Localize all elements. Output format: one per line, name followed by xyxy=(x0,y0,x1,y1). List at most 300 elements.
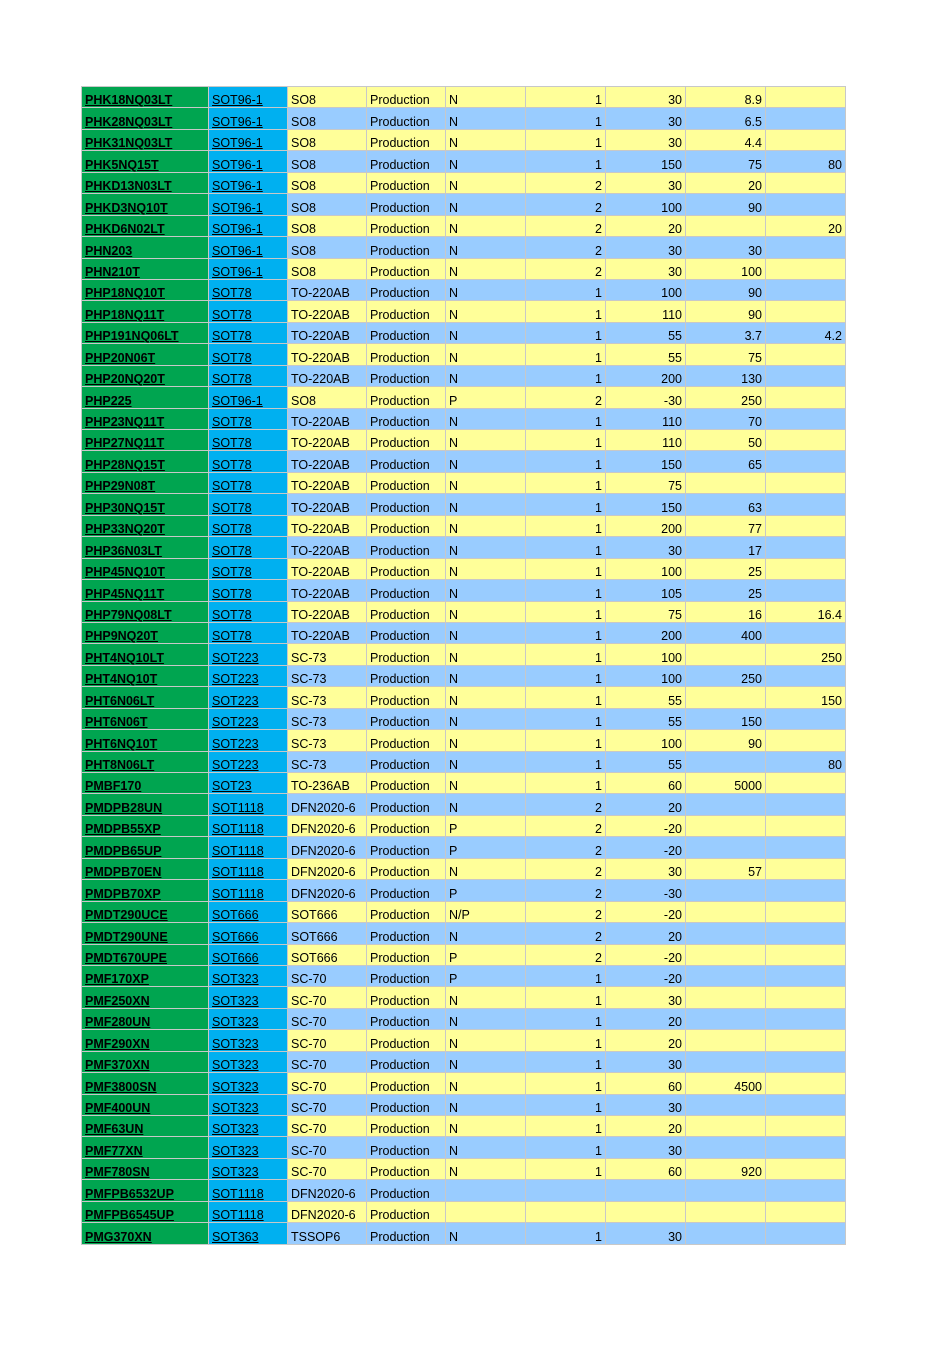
outline-cell[interactable]: SOT96-1 xyxy=(209,237,288,258)
outline-cell[interactable]: SOT1118 xyxy=(209,1180,288,1201)
package-cell: SO8 xyxy=(288,108,367,129)
outline-cell[interactable]: SOT78 xyxy=(209,601,288,622)
rds-alt-cell xyxy=(766,622,846,643)
rds-alt-cell xyxy=(766,665,846,686)
config-cell: 1 xyxy=(526,1030,606,1051)
part-number-cell[interactable]: PMF63UN xyxy=(82,1116,209,1137)
rds-alt-cell xyxy=(766,944,846,965)
status-cell: Production xyxy=(367,1030,446,1051)
status-cell: Production xyxy=(367,708,446,729)
table-row xyxy=(82,301,846,322)
status-cell: Production xyxy=(367,622,446,643)
outline-cell[interactable]: SOT78 xyxy=(209,279,288,300)
config-cell: 1 xyxy=(526,987,606,1008)
channel-cell: N xyxy=(446,1073,526,1094)
table-body xyxy=(82,87,846,1245)
part-number-cell[interactable]: PMF780SN xyxy=(82,1158,209,1179)
part-number-cell[interactable]: PHP18NQ11T xyxy=(82,301,209,322)
status-cell: Production xyxy=(367,644,446,665)
part-number-cell[interactable]: PHK18NQ03LT xyxy=(82,87,209,108)
table-row xyxy=(82,1180,846,1201)
status-cell: Production xyxy=(367,794,446,815)
status-cell: Production xyxy=(367,344,446,365)
table-row xyxy=(82,451,846,472)
rds-alt-cell xyxy=(766,901,846,922)
part-number-cell[interactable]: PHKD3NQ10T xyxy=(82,194,209,215)
config-cell: 1 xyxy=(526,1008,606,1029)
outline-cell[interactable]: SOT323 xyxy=(209,987,288,1008)
rds-cell: 57 xyxy=(686,858,766,879)
table-row xyxy=(82,537,846,558)
rds-cell xyxy=(686,944,766,965)
outline-cell[interactable]: SOT96-1 xyxy=(209,215,288,236)
status-cell: Production xyxy=(367,558,446,579)
status-cell: Production xyxy=(367,858,446,879)
part-number-cell[interactable]: PMDPB55XP xyxy=(82,815,209,836)
part-number-cell[interactable]: PMF77XN xyxy=(82,1137,209,1158)
vds-cell: 30 xyxy=(606,87,686,108)
part-number-cell[interactable]: PHT4NQ10LT xyxy=(82,644,209,665)
rds-cell xyxy=(686,1008,766,1029)
table-row xyxy=(82,430,846,451)
config-cell: 1 xyxy=(526,408,606,429)
part-number-cell[interactable]: PMDPB65UP xyxy=(82,837,209,858)
outline-cell[interactable]: SOT666 xyxy=(209,901,288,922)
package-cell: SC-73 xyxy=(288,665,367,686)
part-number-cell[interactable]: PHK28NQ03LT xyxy=(82,108,209,129)
outline-cell[interactable]: SOT363 xyxy=(209,1223,288,1244)
part-number-cell[interactable]: PHP23NQ11T xyxy=(82,408,209,429)
part-number-cell[interactable]: PHP79NQ08LT xyxy=(82,601,209,622)
part-number-cell[interactable]: PMDT670UPE xyxy=(82,944,209,965)
part-number-cell[interactable]: PMFPB6545UP xyxy=(82,1201,209,1222)
part-number-cell[interactable]: PMFPB6532UP xyxy=(82,1180,209,1201)
status-cell: Production xyxy=(367,237,446,258)
vds-cell: -20 xyxy=(606,837,686,858)
vds-cell: 20 xyxy=(606,923,686,944)
table-row xyxy=(82,108,846,129)
outline-cell[interactable]: SOT666 xyxy=(209,923,288,944)
rds-alt-cell xyxy=(766,451,846,472)
package-cell: SO8 xyxy=(288,151,367,172)
package-cell: SO8 xyxy=(288,215,367,236)
status-cell: Production xyxy=(367,451,446,472)
rds-alt-cell xyxy=(766,1223,846,1244)
config-cell: 1 xyxy=(526,151,606,172)
channel-cell xyxy=(446,1201,526,1222)
channel-cell: N xyxy=(446,708,526,729)
part-number-cell[interactable]: PHN210T xyxy=(82,258,209,279)
part-number-cell[interactable]: PHT6N06LT xyxy=(82,687,209,708)
rds-cell: 250 xyxy=(686,387,766,408)
table-row xyxy=(82,1201,846,1222)
outline-cell[interactable]: SOT78 xyxy=(209,430,288,451)
rds-cell: 75 xyxy=(686,151,766,172)
table-row xyxy=(82,751,846,772)
channel-cell: N xyxy=(446,258,526,279)
vds-cell: 20 xyxy=(606,1008,686,1029)
status-cell: Production xyxy=(367,515,446,536)
outline-cell[interactable]: SOT323 xyxy=(209,965,288,986)
vds-cell: 110 xyxy=(606,301,686,322)
status-cell: Production xyxy=(367,687,446,708)
status-cell: Production xyxy=(367,365,446,386)
rds-cell: 250 xyxy=(686,665,766,686)
outline-cell[interactable]: SOT323 xyxy=(209,1051,288,1072)
part-number-cell[interactable]: PHP20N06T xyxy=(82,344,209,365)
rds-cell: 4.4 xyxy=(686,129,766,150)
table-row xyxy=(82,1137,846,1158)
part-number-cell[interactable]: PMDT290UNE xyxy=(82,923,209,944)
part-number-cell[interactable]: PHP27NQ11T xyxy=(82,430,209,451)
part-number-cell[interactable]: PHP33NQ20T xyxy=(82,515,209,536)
package-cell: SC-70 xyxy=(288,987,367,1008)
outline-cell[interactable]: SOT78 xyxy=(209,622,288,643)
part-number-cell[interactable]: PHP36N03LT xyxy=(82,537,209,558)
rds-cell: 50 xyxy=(686,430,766,451)
outline-cell[interactable]: SOT96-1 xyxy=(209,172,288,193)
outline-cell[interactable]: SOT323 xyxy=(209,1008,288,1029)
vds-cell: 30 xyxy=(606,537,686,558)
status-cell: Production xyxy=(367,87,446,108)
config-cell: 1 xyxy=(526,687,606,708)
status-cell: Production xyxy=(367,923,446,944)
rds-alt-cell xyxy=(766,794,846,815)
channel-cell: N xyxy=(446,1051,526,1072)
table-row xyxy=(82,1158,846,1179)
rds-cell xyxy=(686,751,766,772)
part-number-cell[interactable]: PHP225 xyxy=(82,387,209,408)
rds-cell: 25 xyxy=(686,580,766,601)
part-number-cell[interactable]: PMF290XN xyxy=(82,1030,209,1051)
package-cell: DFN2020-6 xyxy=(288,880,367,901)
outline-cell[interactable]: SOT96-1 xyxy=(209,129,288,150)
package-cell: SC-70 xyxy=(288,1008,367,1029)
rds-cell xyxy=(686,1030,766,1051)
channel-cell: N xyxy=(446,987,526,1008)
outline-cell[interactable]: SOT23 xyxy=(209,773,288,794)
channel-cell: N xyxy=(446,1094,526,1115)
table-row xyxy=(82,687,846,708)
channel-cell xyxy=(446,1180,526,1201)
outline-cell[interactable]: SOT78 xyxy=(209,408,288,429)
outline-cell[interactable]: SOT1118 xyxy=(209,1201,288,1222)
part-number-cell[interactable]: PHK5NQ15T xyxy=(82,151,209,172)
outline-cell[interactable]: SOT78 xyxy=(209,344,288,365)
part-number-cell[interactable]: PMDT290UCE xyxy=(82,901,209,922)
vds-cell: 30 xyxy=(606,1094,686,1115)
package-cell: SC-73 xyxy=(288,730,367,751)
channel-cell: P xyxy=(446,837,526,858)
package-cell: DFN2020-6 xyxy=(288,794,367,815)
outline-cell[interactable]: SOT78 xyxy=(209,301,288,322)
rds-alt-cell xyxy=(766,1073,846,1094)
part-number-cell[interactable]: PMF250XN xyxy=(82,987,209,1008)
table-row xyxy=(82,408,846,429)
outline-cell[interactable]: SOT78 xyxy=(209,494,288,515)
package-cell: SO8 xyxy=(288,194,367,215)
config-cell: 1 xyxy=(526,365,606,386)
part-number-cell[interactable]: PMF170XP xyxy=(82,965,209,986)
part-number-cell[interactable]: PHN203 xyxy=(82,237,209,258)
rds-cell: 65 xyxy=(686,451,766,472)
channel-cell: N xyxy=(446,430,526,451)
outline-cell[interactable]: SOT96-1 xyxy=(209,151,288,172)
vds-cell: 75 xyxy=(606,472,686,493)
rds-cell: 17 xyxy=(686,537,766,558)
vds-cell: -20 xyxy=(606,815,686,836)
rds-cell: 8.9 xyxy=(686,87,766,108)
table-row xyxy=(82,558,846,579)
package-cell: SC-73 xyxy=(288,687,367,708)
part-number-cell[interactable]: PHT6NQ10T xyxy=(82,730,209,751)
part-number-cell[interactable]: PMG370XN xyxy=(82,1223,209,1244)
vds-cell: 100 xyxy=(606,279,686,300)
part-number-cell[interactable]: PMF370XN xyxy=(82,1051,209,1072)
package-cell: DFN2020-6 xyxy=(288,1180,367,1201)
outline-cell[interactable]: SOT223 xyxy=(209,751,288,772)
rds-alt-cell: 80 xyxy=(766,151,846,172)
part-number-cell[interactable]: PMF280UN xyxy=(82,1008,209,1029)
rds-alt-cell xyxy=(766,815,846,836)
vds-cell: -20 xyxy=(606,965,686,986)
rds-alt-cell xyxy=(766,1008,846,1029)
config-cell: 1 xyxy=(526,344,606,365)
rds-alt-cell xyxy=(766,129,846,150)
status-cell: Production xyxy=(367,215,446,236)
outline-cell[interactable]: SOT1118 xyxy=(209,880,288,901)
config-cell: 1 xyxy=(526,730,606,751)
config-cell: 1 xyxy=(526,965,606,986)
table-row xyxy=(82,923,846,944)
table-row xyxy=(82,773,846,794)
outline-cell[interactable]: SOT78 xyxy=(209,580,288,601)
table-row xyxy=(82,622,846,643)
status-cell: Production xyxy=(367,494,446,515)
part-number-cell[interactable]: PMF3800SN xyxy=(82,1073,209,1094)
part-number-cell[interactable]: PHKD6N02LT xyxy=(82,215,209,236)
status-cell: Production xyxy=(367,279,446,300)
rds-alt-cell xyxy=(766,387,846,408)
channel-cell: N xyxy=(446,622,526,643)
config-cell: 1 xyxy=(526,301,606,322)
rds-cell xyxy=(686,837,766,858)
vds-cell: 30 xyxy=(606,258,686,279)
status-cell: Production xyxy=(367,1116,446,1137)
config-cell: 2 xyxy=(526,237,606,258)
part-number-cell[interactable]: PHP9NQ20T xyxy=(82,622,209,643)
vds-cell: 30 xyxy=(606,858,686,879)
part-number-cell[interactable]: PHP18NQ10T xyxy=(82,279,209,300)
channel-cell: N xyxy=(446,87,526,108)
part-number-cell[interactable]: PMDPB70XP xyxy=(82,880,209,901)
status-cell: Production xyxy=(367,601,446,622)
config-cell: 1 xyxy=(526,1094,606,1115)
vds-cell: 200 xyxy=(606,515,686,536)
package-cell: TO-220AB xyxy=(288,601,367,622)
outline-cell[interactable]: SOT78 xyxy=(209,451,288,472)
table-row xyxy=(82,365,846,386)
rds-alt-cell xyxy=(766,987,846,1008)
package-cell: SOT666 xyxy=(288,901,367,922)
rds-cell xyxy=(686,1137,766,1158)
outline-cell[interactable]: SOT223 xyxy=(209,687,288,708)
channel-cell: N xyxy=(446,451,526,472)
rds-cell: 150 xyxy=(686,708,766,729)
outline-cell[interactable]: SOT666 xyxy=(209,944,288,965)
part-number-cell[interactable]: PHP45NQ10T xyxy=(82,558,209,579)
outline-cell[interactable]: SOT1118 xyxy=(209,837,288,858)
part-number-cell[interactable]: PHP29N08T xyxy=(82,472,209,493)
outline-cell[interactable]: SOT78 xyxy=(209,365,288,386)
part-number-cell[interactable]: PHT8N06LT xyxy=(82,751,209,772)
part-number-cell[interactable]: PHP45NQ11T xyxy=(82,580,209,601)
vds-cell: 55 xyxy=(606,344,686,365)
outline-cell[interactable]: SOT323 xyxy=(209,1116,288,1137)
status-cell: Production xyxy=(367,408,446,429)
part-number-cell[interactable]: PMDPB70EN xyxy=(82,858,209,879)
table-row xyxy=(82,965,846,986)
outline-cell[interactable]: SOT96-1 xyxy=(209,194,288,215)
outline-cell[interactable]: SOT223 xyxy=(209,708,288,729)
package-cell: TO-220AB xyxy=(288,408,367,429)
package-cell: SC-70 xyxy=(288,1158,367,1179)
channel-cell: N xyxy=(446,1116,526,1137)
rds-alt-cell xyxy=(766,87,846,108)
config-cell: 1 xyxy=(526,430,606,451)
part-number-cell[interactable]: PHP28NQ15T xyxy=(82,451,209,472)
rds-cell xyxy=(686,1116,766,1137)
outline-cell[interactable]: SOT78 xyxy=(209,515,288,536)
table-row xyxy=(82,665,846,686)
rds-alt-cell xyxy=(766,708,846,729)
part-number-cell[interactable]: PHP191NQ06LT xyxy=(82,322,209,343)
product-table xyxy=(81,86,846,1245)
vds-cell: 20 xyxy=(606,215,686,236)
part-number-cell[interactable]: PHT6N06T xyxy=(82,708,209,729)
part-number-cell[interactable]: PMBF170 xyxy=(82,773,209,794)
table-row xyxy=(82,1008,846,1029)
status-cell: Production xyxy=(367,322,446,343)
outline-cell[interactable]: SOT96-1 xyxy=(209,87,288,108)
part-number-cell[interactable]: PHKD13N03LT xyxy=(82,172,209,193)
package-cell: SC-70 xyxy=(288,1030,367,1051)
vds-cell: 100 xyxy=(606,558,686,579)
channel-cell: N xyxy=(446,1030,526,1051)
rds-alt-cell xyxy=(766,1116,846,1137)
channel-cell: N xyxy=(446,687,526,708)
outline-cell[interactable]: SOT78 xyxy=(209,558,288,579)
table-row xyxy=(82,344,846,365)
vds-cell: -30 xyxy=(606,387,686,408)
config-cell: 2 xyxy=(526,794,606,815)
outline-cell[interactable]: SOT96-1 xyxy=(209,108,288,129)
part-number-cell[interactable]: PMF400UN xyxy=(82,1094,209,1115)
outline-cell[interactable]: SOT323 xyxy=(209,1094,288,1115)
channel-cell: P xyxy=(446,880,526,901)
outline-cell[interactable]: SOT223 xyxy=(209,730,288,751)
channel-cell: N xyxy=(446,344,526,365)
channel-cell: N xyxy=(446,730,526,751)
outline-cell[interactable]: SOT1118 xyxy=(209,858,288,879)
outline-cell[interactable]: SOT78 xyxy=(209,322,288,343)
rds-alt-cell xyxy=(766,1180,846,1201)
vds-cell: 110 xyxy=(606,408,686,429)
vds-cell: 200 xyxy=(606,622,686,643)
rds-cell: 75 xyxy=(686,344,766,365)
package-cell: DFN2020-6 xyxy=(288,815,367,836)
outline-cell[interactable]: SOT323 xyxy=(209,1073,288,1094)
package-cell: SC-70 xyxy=(288,1116,367,1137)
table-row xyxy=(82,1116,846,1137)
status-cell: Production xyxy=(367,751,446,772)
package-cell: SC-70 xyxy=(288,965,367,986)
status-cell: Production xyxy=(367,1158,446,1179)
channel-cell: N xyxy=(446,773,526,794)
config-cell xyxy=(526,1180,606,1201)
config-cell: 1 xyxy=(526,1116,606,1137)
package-cell: TO-220AB xyxy=(288,322,367,343)
rds-cell: 90 xyxy=(686,301,766,322)
channel-cell: N xyxy=(446,108,526,129)
rds-cell xyxy=(686,965,766,986)
rds-cell: 77 xyxy=(686,515,766,536)
rds-cell xyxy=(686,987,766,1008)
package-cell: TO-220AB xyxy=(288,365,367,386)
package-cell: SC-70 xyxy=(288,1051,367,1072)
outline-cell[interactable]: SOT323 xyxy=(209,1030,288,1051)
rds-alt-cell: 250 xyxy=(766,644,846,665)
config-cell: 2 xyxy=(526,923,606,944)
vds-cell: 20 xyxy=(606,794,686,815)
table-row xyxy=(82,151,846,172)
outline-cell[interactable]: SOT1118 xyxy=(209,794,288,815)
table-row xyxy=(82,858,846,879)
outline-cell[interactable]: SOT96-1 xyxy=(209,387,288,408)
rds-cell xyxy=(686,644,766,665)
config-cell: 1 xyxy=(526,537,606,558)
outline-cell[interactable]: SOT323 xyxy=(209,1158,288,1179)
part-number-cell[interactable]: PMDPB28UN xyxy=(82,794,209,815)
status-cell: Production xyxy=(367,108,446,129)
vds-cell: 30 xyxy=(606,1137,686,1158)
vds-cell: 55 xyxy=(606,751,686,772)
outline-cell[interactable]: SOT96-1 xyxy=(209,258,288,279)
table-row xyxy=(82,987,846,1008)
channel-cell: N xyxy=(446,923,526,944)
rds-cell: 16 xyxy=(686,601,766,622)
outline-cell[interactable]: SOT323 xyxy=(209,1137,288,1158)
config-cell: 1 xyxy=(526,1223,606,1244)
outline-cell[interactable]: SOT78 xyxy=(209,472,288,493)
table-row xyxy=(82,1094,846,1115)
channel-cell: N xyxy=(446,215,526,236)
channel-cell: N xyxy=(446,129,526,150)
part-number-cell[interactable]: PHT4NQ10T xyxy=(82,665,209,686)
outline-cell[interactable]: SOT1118 xyxy=(209,815,288,836)
part-number-cell[interactable]: PHP30NQ15T xyxy=(82,494,209,515)
outline-cell[interactable]: SOT223 xyxy=(209,665,288,686)
status-cell: Production xyxy=(367,172,446,193)
outline-cell[interactable]: SOT78 xyxy=(209,537,288,558)
status-cell: Production xyxy=(367,129,446,150)
part-number-cell[interactable]: PHP20NQ20T xyxy=(82,365,209,386)
vds-cell: 30 xyxy=(606,1223,686,1244)
channel-cell: N xyxy=(446,472,526,493)
part-number-cell[interactable]: PHK31NQ03LT xyxy=(82,129,209,150)
outline-cell[interactable]: SOT223 xyxy=(209,644,288,665)
package-cell: TO-220AB xyxy=(288,494,367,515)
